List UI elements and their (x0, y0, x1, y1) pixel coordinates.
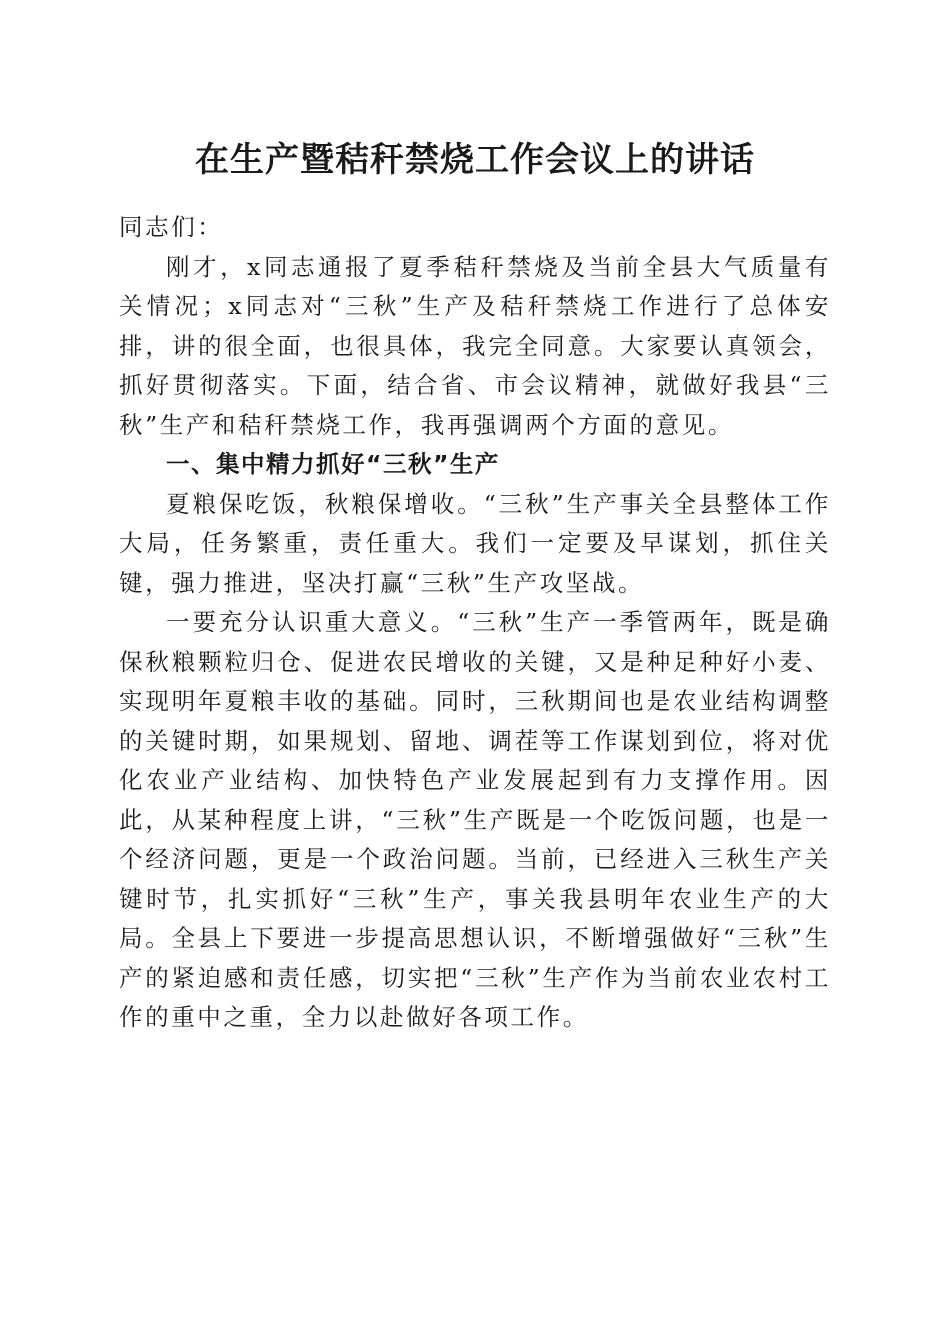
section-paragraph: 夏粮保吃饭，秋粮保增收。“三秋”生产事关全县整体工作大局，任务繁重，责任重大。我们一定要及早谋划，抓住关键，强力推进，坚决打赢“三秋”生产攻坚战。 (119, 489, 831, 597)
intro-paragraph: 刚才，x同志通报了夏季秸秆禁烧及当前全县大气质量有关情况；x同志对“三秋”生产及秸秆禁烧工作进行了总体安排，讲的很全面，也很具体，我完全同意。大家要认真领会，抓好贯彻落实。下面，结合省、市会议精神，就做好我县“三秋”生产和秸秆禁烧工作，我再强调两个方面的意见。 (119, 252, 831, 439)
document-body (119, 208, 831, 1038)
document-title: 在生产暨秸秆禁烧工作会议上的讲话 (195, 140, 755, 180)
salutation: 同志们： (119, 213, 224, 241)
section-heading: 一、集中精力抓好“三秋”生产 (166, 450, 500, 478)
section-paragraph: 一要充分认识重大意义。“三秋”生产一季管两年，既是确保秋粮颗粒归仓、促进农民增收的关键，又是种足种好小麦、实现明年夏粮丰收的基础。同时，三秋期间也是农业结构调整的关键时期，如果规划、留地、调茬等工作谋划到位，将对优化农业产业结构、加快特色产业发展起到有力支撑作用。因此，从某种程度上讲，“三秋”生产既是一个吃饭问题，也是一个经济问题，更是一个政治问题。当前，已经进入三秋生产关键时节，扎实抓好“三秋”生产，事关我县明年农业生产的大局。全县上下要进一步提高思想认识，不断增强做好“三秋”生产的紧迫感和责任感，切实把“三秋”生产作为当前农业农村工作的重中之重，全力以赴做好各项工作。 (119, 608, 831, 1031)
